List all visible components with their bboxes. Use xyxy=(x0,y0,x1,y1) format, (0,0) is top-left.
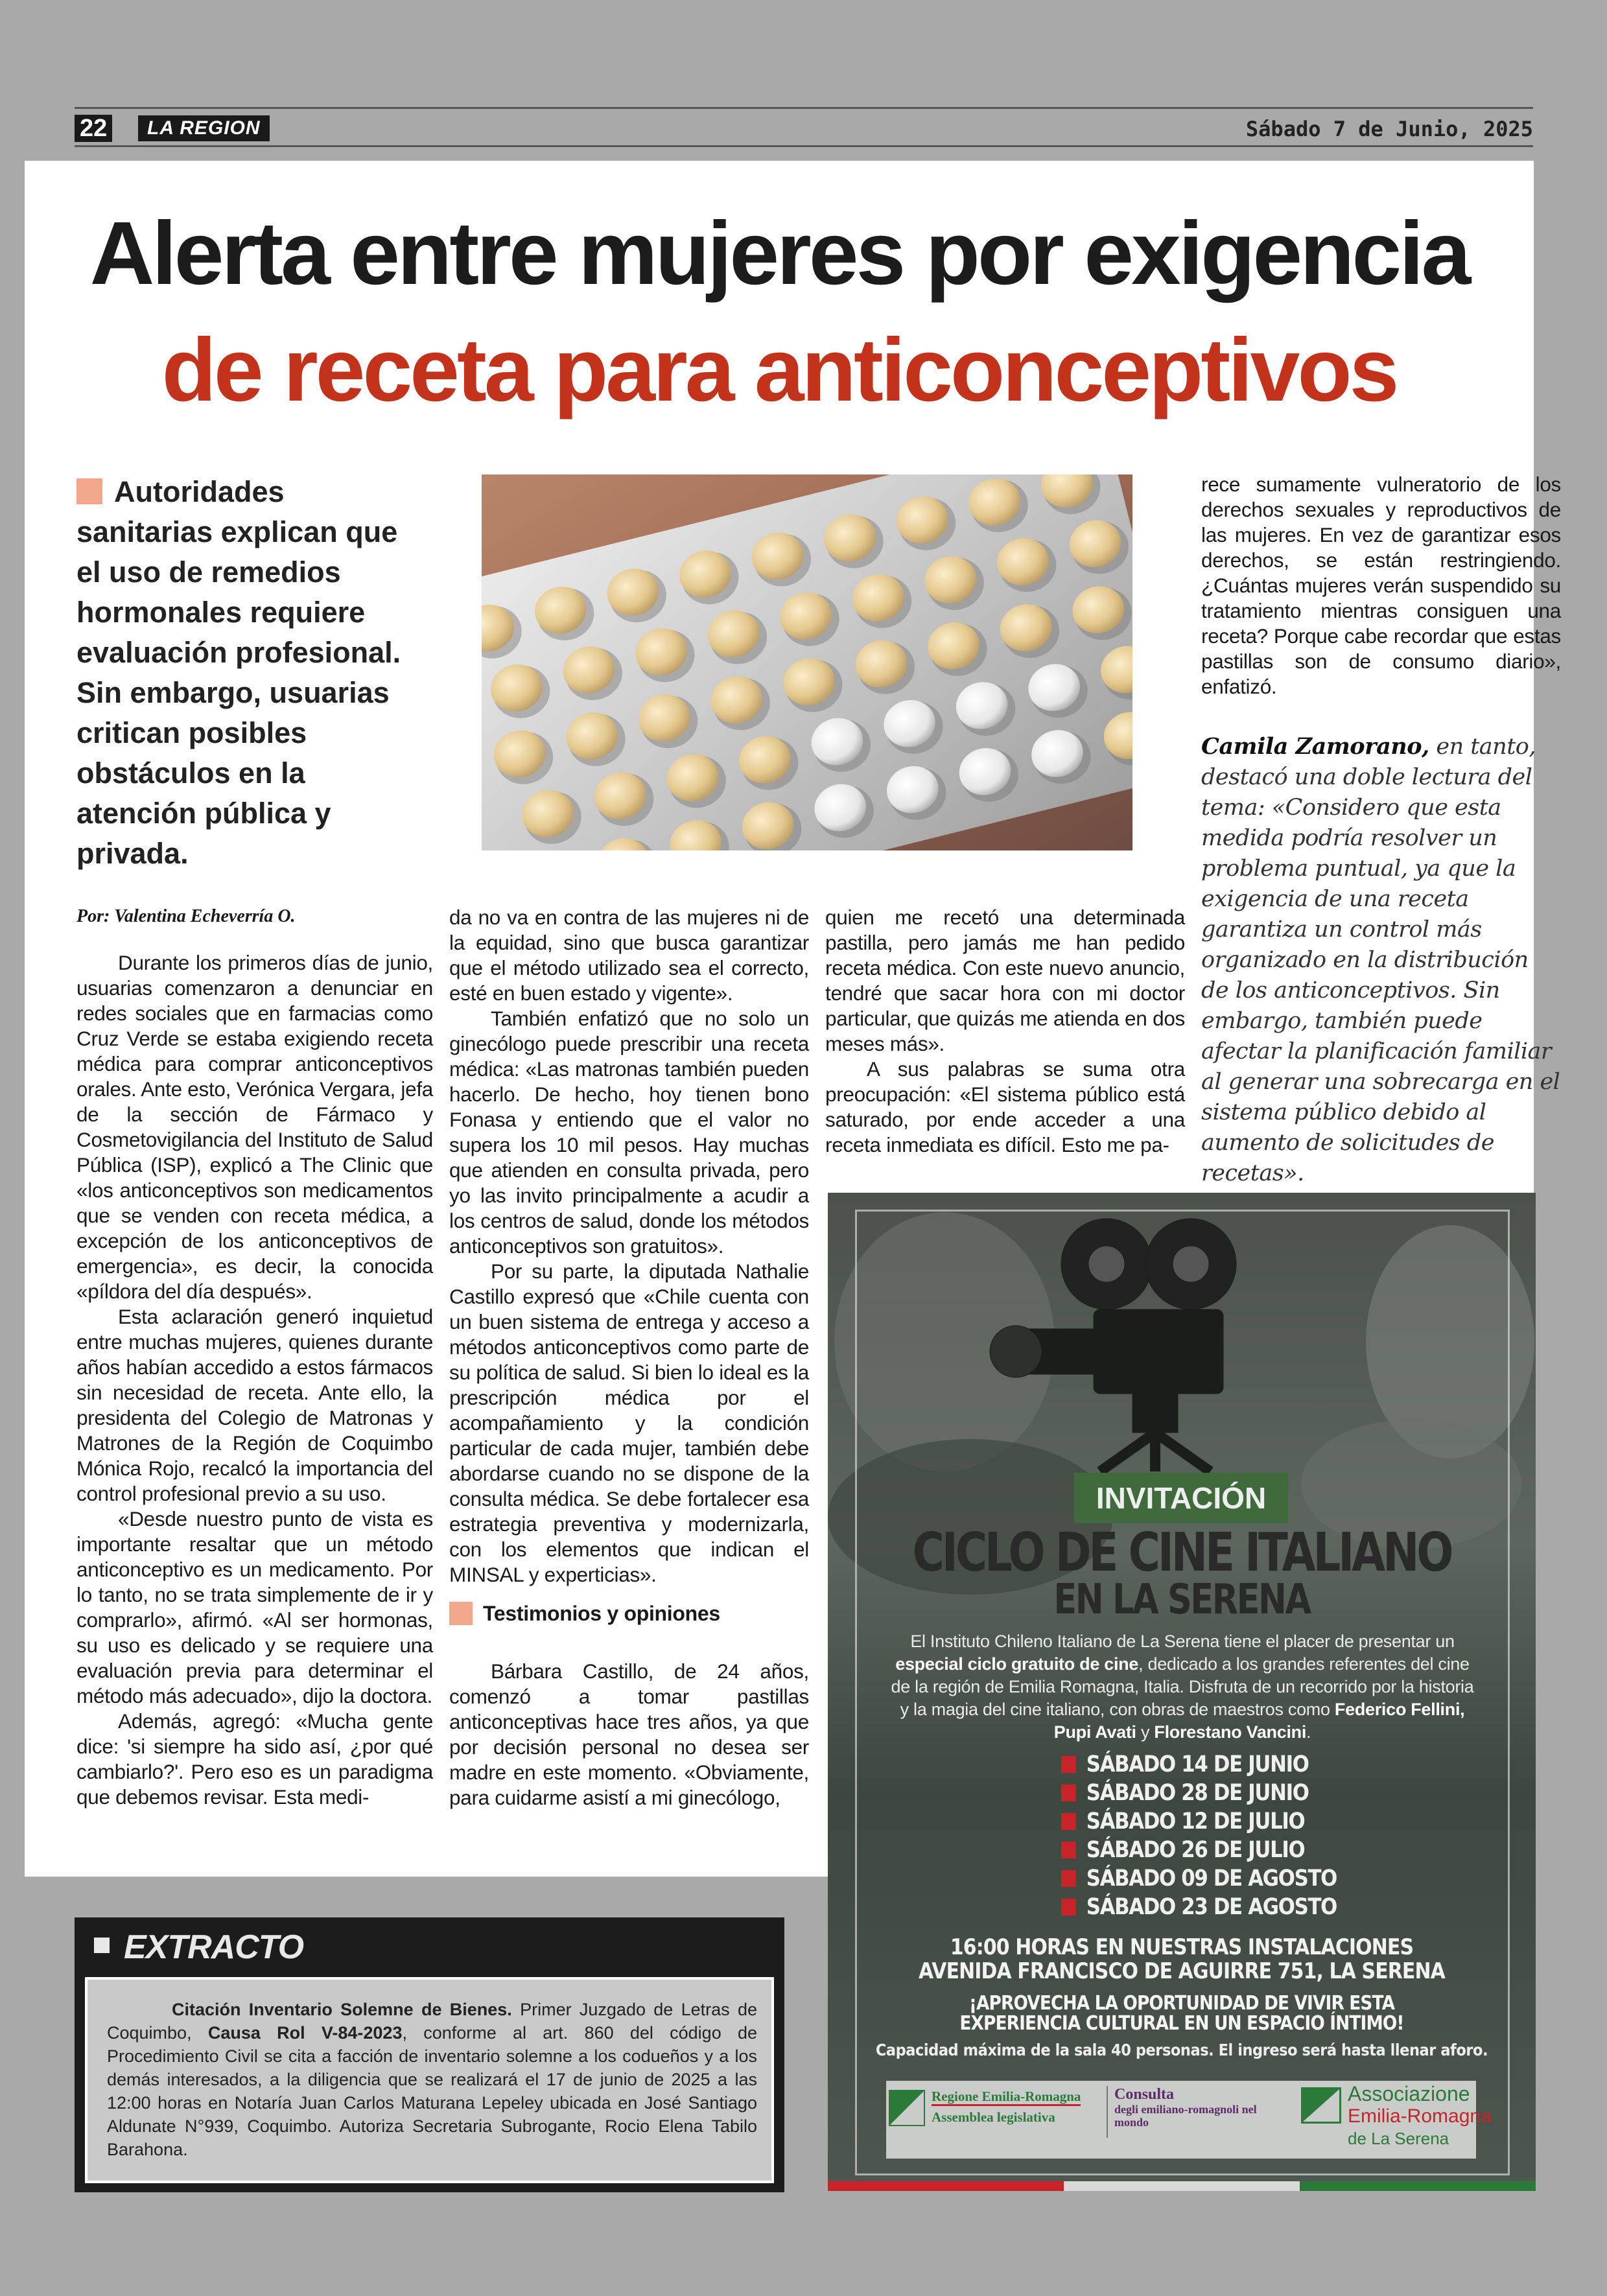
ad-subtitle: EN LA SERENA xyxy=(1053,1576,1310,1624)
ad-address: AVENIDA FRANCISCO DE AGUIRRE 751, LA SERENA xyxy=(919,1958,1445,1984)
page-header xyxy=(75,107,1533,147)
paragraph: quien me recetó una determinada pastilla, pero jamás me han pedido receta médica. Con este nuevo anuncio, tendré que sacar hora con mi doctor particular, que quizás me atienda en dos meses más». xyxy=(825,906,1185,1055)
paragraph: rece sumamente vulneratorio de los derechos sexuales y reproductivos de las mujeres. En vez de garantizar esos derechos, se están restringiendo. ¿Cuántas mujeres verán suspendido su tratamiento mientras consiguen una receta? Porque cabe recordar que estas pastillas son de consumo diario», enfatizó. xyxy=(1201,473,1561,698)
ad-invitation-badge: INVITACIÓN xyxy=(1074,1473,1288,1523)
lead-text: Autoridades sanitarias explican que el uso de remedios hormonales requiere evaluación profesional. Sin embargo, usuarias critican posibles obstáculos en la atención pública y privada. xyxy=(76,475,401,870)
pull-quote xyxy=(1201,731,1561,1189)
paragraph: «Desde nuestro punto de vista es importante resaltar que un método anticonceptivo es un medicamento. Por lo tanto, no se trata simplemente de ir y comprarlo», afirmó. «Al ser hormonas, su uso es delicado y se requiere una evaluación previa para determinar el método más adecuado», dijo la doctora. xyxy=(76,1507,433,1707)
quote-speaker: Camila Zamorano, xyxy=(1201,733,1429,760)
byline: Por: Valentina Echeverría O. xyxy=(76,906,296,926)
screening-date: SÁBADO 28 DE JUNIO xyxy=(1061,1779,1337,1807)
ad-title: CICLO DE CINE ITALIANO xyxy=(912,1522,1451,1584)
screening-date: SÁBADO 23 DE AGOSTO xyxy=(1061,1893,1337,1921)
ad-cta-line2: EXPERIENCIA CULTURAL EN UN ESPACIO ÍNTIMO! xyxy=(959,2012,1404,2035)
paragraph: Además, agregó: «Mucha gente dice: 'si siempre ha sido así, ¿por qué cambiarlo?'. Pero eso es un paradigma que debemos revisar. Esta medi- xyxy=(76,1709,433,1809)
legal-notice-box xyxy=(75,1917,784,2192)
paragraph: Bárbara Castillo, de 24 años, comenzó a tomar pastillas anticonceptivas hace tres años, ya que por decisión personal no desea ser madre en este momento. «Obviamente, para cuidarme asistí a mi ginecólogo, xyxy=(449,1659,809,1809)
red-square-icon xyxy=(1061,1785,1076,1801)
contraceptive-pills-photo xyxy=(482,474,1132,850)
paragraph: Por su parte, la diputada Nathalie Castillo expresó que «Chile cuenta con un buen sistema de entrega y acceso a métodos anticonceptivos como parte de su política de salud. Si bien lo ideal es la prescripción médica por el acompañamiento y la condición particular de cada mujer, también debe abordarse cuando no se dispone de la consulta médica. Se debe fortalecer esa estrategia preventiva y modernizarla, con los elementos que indican el MINSAL y experticias». xyxy=(449,1259,809,1586)
quote-text: en tanto, destacó una doble lectura del tema: «Considero que esta medida podría resolver un problema puntual, ya que la exigencia de una receta garantiza un control más organizado en la distribución de los anticonceptivos. Sin embargo, también puede afectar la planificación familiar al generar una sobrecarga en el sistema público debido al aumento de solicitudes de recetas». xyxy=(1201,734,1560,1186)
red-square-icon xyxy=(1061,1813,1076,1830)
screening-date: SÁBADO 09 DE AGOSTO xyxy=(1061,1864,1337,1893)
red-square-icon xyxy=(1061,1899,1076,1915)
red-square-icon xyxy=(1061,1842,1076,1858)
red-square-icon xyxy=(1061,1756,1076,1773)
associazione-logo: Associazione Emilia-Romagna de La Serena xyxy=(1301,2082,1476,2153)
paragraph: Esta aclaración generó inquietud entre muchas mujeres, quienes durante años habían accedido a estos fármacos sin necesidad de receta. Ante ello, la presidenta del Colegio de Matronas y Matrones de la Región de Coquimbo Mónica Rojo, recalcó la importancia del control profesional previo a su uso. xyxy=(76,1305,433,1505)
emilia-romagna-assembly-logo: Regione Emilia-Romagna Assemblea legislativa xyxy=(886,2086,1100,2131)
screening-date: SÁBADO 26 DE JULIO xyxy=(1061,1836,1337,1864)
ad-time-venue: 16:00 HORAS EN NUESTRAS INSTALACIONES xyxy=(950,1934,1414,1960)
consulta-logo: Consulta degli emiliano-romagnoli nel mondo xyxy=(1107,2086,1288,2138)
article-column-1 xyxy=(76,950,433,1810)
article-column-4 xyxy=(1201,472,1561,699)
paragraph: da no va en contra de las mujeres ni de la equidad, sino que busca garantizar que el método utilizado sea el correcto, esté en buen estado y vigente». xyxy=(449,906,809,1005)
subhead-square-icon xyxy=(449,1602,473,1625)
article-column-3 xyxy=(825,905,1185,1158)
paragraph: También enfatizó que no solo un ginecólogo puede prescribir una receta médica: «Las matronas también pueden hacerlo. De hecho, hoy tienen bono Fonasa y entiendo que el valor no supera los 10 mil pesos. Hay muchas que atienden en consulta privada, pero yo las invito principalmente a acudir a los centros de salud, donde los métodos anticonceptivos son gratuitos». xyxy=(449,1007,809,1258)
paragraph: A sus palabras se suma otra preocupación: «El sistema público está saturado, por ende acceder a una receta inmediata es difícil. Esto me pa- xyxy=(825,1057,1185,1156)
ad-description: El Instituto Chileno Italiano de La Serena tiene el placer de presentar un especial ciclo gratuito de cine, dedicado a los grandes referentes del cine de la región de Emilia Romagna, Italia. Disfruta de un recorrido por la historia y la magia del cine italiano, con obras de maestros como Federico Fellini, Pupi Avati y Florestano Vancini. xyxy=(891,1632,1474,1742)
page-number: 22 xyxy=(75,115,112,142)
red-square-icon xyxy=(1061,1870,1076,1887)
newspaper-name: LA REGION xyxy=(138,115,270,141)
article-column-2 xyxy=(449,905,809,1810)
screening-date: SÁBADO 12 DE JULIO xyxy=(1061,1807,1337,1836)
headline-line1: Alerta entre mujeres por exigencia xyxy=(89,204,1469,303)
issue-date: Sábado 7 de Junio, 2025 xyxy=(1245,117,1533,141)
headline-line2: de receta para anticonceptivos xyxy=(161,320,1397,420)
paragraph: Durante los primeros días de junio, usuarias comenzaron a denunciar en redes sociales que en farmacias como Cruz Verde se estaba exigiendo receta médica para comprar anticonceptivos orales. Ante esto, Verónica Vergara, jefa de la sección de Fármaco y Cosmetovigilancia del Instituto de Salud Pública (ISP), explicó a The Clinic que «los anticonceptivos son medicamentos que se venden con receta médica, a excepción de los anticonceptivos de emergencia», es decir, la conocida «píldora del día después». xyxy=(76,951,433,1303)
lead-square-icon xyxy=(76,478,102,504)
ad-cta-line1: ¡APROVECHA LA OPORTUNIDAD DE VIVIR ESTA xyxy=(968,1992,1395,2015)
legal-notice-body: Citación Inventario Solemne de Bienes. Primer Juzgado de Letras de Coquimbo, Causa Rol V-84-2023, conforme al art. 860 del código de Procedimiento Civil se cita a facción de inventario solemne a los codueños y a los demás interesados, a la diligencia que se realizará el 17 de junio de 2025 a las 12:00 horas en Notaría Juan Carlos Maturana Lepeley ubicada en José Santiago Aldunate N°939, Coquimbo. Autoriza Secretaria Subrogante, Rocio Elena Tabilo Barahona. xyxy=(85,1977,774,2183)
italian-flag-bar xyxy=(828,2181,1536,2191)
section-subhead: Testimonios y opiniones xyxy=(449,1600,809,1626)
legal-notice-title: EXTRACTO xyxy=(94,1928,303,1967)
film-cycle-advertisement xyxy=(828,1193,1536,2191)
screening-dates-list xyxy=(1061,1750,1374,1921)
ad-capacity-note: Capacidad máxima de la sala 40 personas. El ingreso será hasta llenar aforo. xyxy=(875,2041,1488,2059)
screening-date: SÁBADO 14 DE JUNIO xyxy=(1061,1750,1337,1779)
sponsor-logos xyxy=(886,2081,1492,2159)
square-bullet-icon xyxy=(94,1938,110,1953)
lead-paragraph xyxy=(76,472,414,874)
